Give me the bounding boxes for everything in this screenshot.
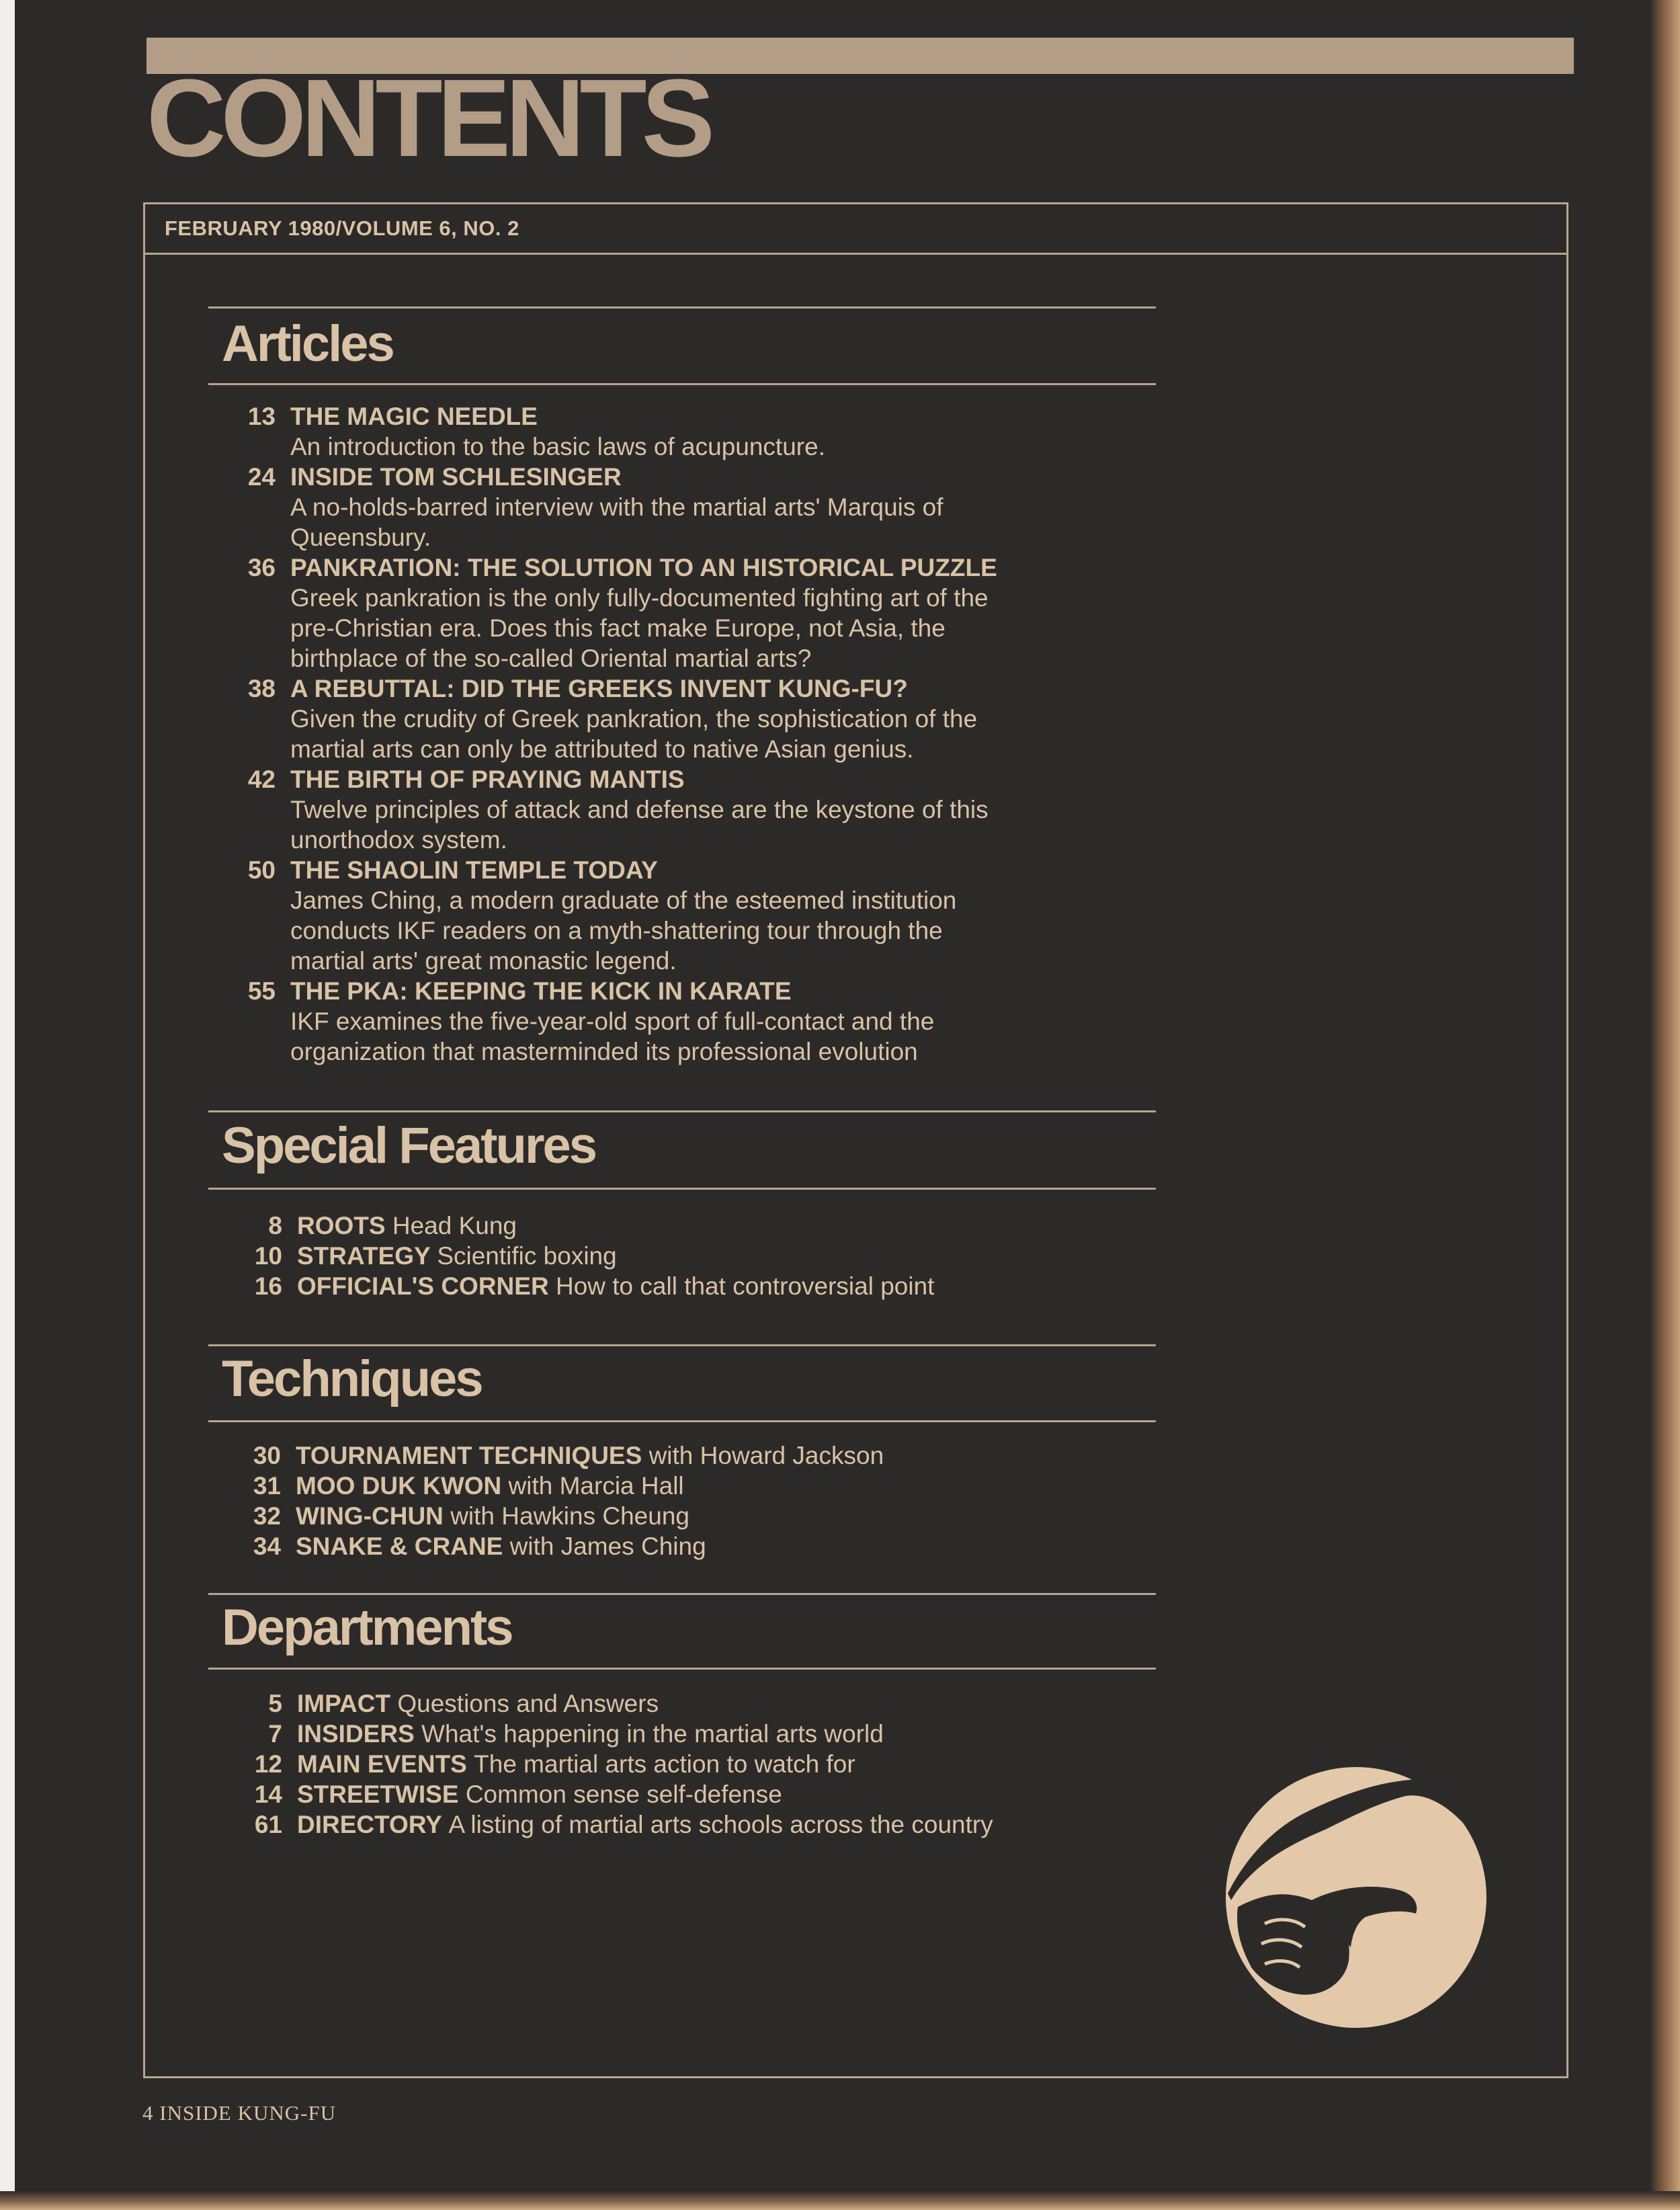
section-rule xyxy=(208,383,1156,385)
page-number: 61 xyxy=(254,1811,282,1838)
entry-title: ROOTS xyxy=(297,1212,386,1239)
entry-body xyxy=(276,855,1176,976)
page-number: 34 xyxy=(253,1532,281,1560)
entry-description-line: An introduction to the basic laws of acupuncture. xyxy=(290,433,825,460)
entry-description-line: martial arts can only be attributed to native Asian genius. xyxy=(290,735,914,763)
entry-body xyxy=(276,462,1176,552)
entry-title: DIRECTORY xyxy=(297,1811,442,1838)
contents-entry xyxy=(215,1241,1183,1271)
contents-entry xyxy=(208,462,1176,552)
entry-description-line: A no-holds-barred interview with the martial arts' Marquis of xyxy=(290,493,943,521)
section-rule xyxy=(208,1110,1156,1112)
departments-list xyxy=(215,1688,1183,1840)
entry-body xyxy=(281,1440,1181,1471)
page-number: 8 xyxy=(268,1212,282,1239)
section-rule xyxy=(208,306,1156,309)
page-number: 55 xyxy=(247,977,276,1005)
entry-description-line: Greek pankration is the only fully-documented fighting art of the xyxy=(290,584,989,612)
contents-entry xyxy=(214,1471,1181,1501)
entry-description: Common sense self-defense xyxy=(465,1781,782,1808)
entry-body xyxy=(282,1241,1183,1271)
section-rule xyxy=(208,1420,1156,1422)
section-title-departments: Departments xyxy=(222,1599,512,1656)
entry-title: IMPACT xyxy=(297,1690,391,1717)
entry-description: Head Kung xyxy=(392,1212,517,1239)
entry-body xyxy=(276,552,1176,673)
issue-info: FEBRUARY 1980/VOLUME 6, NO. 2 xyxy=(165,216,519,240)
contents-entry xyxy=(215,1809,1183,1840)
section-rule xyxy=(208,1188,1156,1190)
contents-entry xyxy=(215,1688,1183,1719)
entry-description: The martial arts action to watch for xyxy=(474,1750,855,1778)
entry-body xyxy=(281,1471,1181,1501)
entry-body xyxy=(282,1779,1183,1809)
entry-description-line: conducts IKF readers on a myth-shattering tour through the xyxy=(290,917,943,944)
contents-entry xyxy=(215,1719,1183,1749)
contents-entry xyxy=(214,1501,1181,1531)
entry-title: SNAKE & CRANE xyxy=(296,1532,503,1560)
issue-divider xyxy=(143,253,1568,255)
entry-description-line: Given the crudity of Greek pankration, the sophistication of the xyxy=(290,705,978,733)
entry-title: A REBUTTAL: DID THE GREEKS INVENT KUNG-FU? xyxy=(290,675,908,702)
page-number: 10 xyxy=(254,1242,282,1270)
contents-entry xyxy=(208,552,1176,673)
entry-description: with James Ching xyxy=(509,1532,706,1560)
page-number: 50 xyxy=(247,856,276,884)
entry-body xyxy=(276,764,1176,855)
entry-description: How to call that controversial point xyxy=(555,1272,935,1300)
entry-title: THE MAGIC NEEDLE xyxy=(290,403,538,430)
entry-description: Scientific boxing xyxy=(437,1242,617,1270)
entry-title: OFFICIAL'S CORNER xyxy=(297,1272,549,1300)
entry-description-line: pre-Christian era. Does this fact make Europe, not Asia, the xyxy=(290,614,946,642)
page-number: 32 xyxy=(253,1502,281,1530)
entry-body xyxy=(276,401,1176,462)
section-rule xyxy=(208,1668,1156,1670)
page-footer: 4 INSIDE KUNG-FU xyxy=(142,2101,337,2125)
page-bottom-edge xyxy=(0,2191,1680,2210)
entry-title: INSIDE TOM SCHLESINGER xyxy=(290,463,622,491)
entry-description-line: IKF examines the five-year-old sport of full-contact and the xyxy=(290,1008,935,1035)
page-number: 7 xyxy=(268,1720,282,1748)
section-rule xyxy=(208,1593,1156,1595)
fist-emblem-icon xyxy=(1224,1766,1488,2029)
page-number: 42 xyxy=(247,766,276,793)
entry-title: THE PKA: KEEPING THE KICK IN KARATE xyxy=(290,977,792,1005)
page-right-edge xyxy=(1650,0,1680,2210)
entry-body xyxy=(281,1501,1181,1531)
contents-entry xyxy=(215,1271,1183,1301)
entry-title: WING-CHUN xyxy=(296,1502,444,1530)
entry-description-line: martial arts' great monastic legend. xyxy=(290,947,677,975)
techniques-list xyxy=(214,1440,1181,1561)
entry-title: STREETWISE xyxy=(297,1781,459,1808)
page-number: 30 xyxy=(253,1442,281,1469)
entry-description: with Marcia Hall xyxy=(508,1472,684,1500)
articles-list xyxy=(208,401,1176,1067)
entry-body xyxy=(282,1719,1183,1749)
contents-entry xyxy=(214,1531,1181,1561)
contents-entry xyxy=(208,673,1176,764)
entry-description-line: birthplace of the so-called Oriental martial arts? xyxy=(290,645,812,672)
page-number: 16 xyxy=(254,1272,282,1300)
entry-body xyxy=(282,1271,1183,1301)
entry-body xyxy=(281,1531,1181,1561)
special-features-list xyxy=(215,1211,1183,1301)
page-number: 36 xyxy=(247,554,276,581)
page-number: 13 xyxy=(247,403,276,430)
entry-description: A listing of martial arts schools across the country xyxy=(448,1811,993,1838)
entry-body xyxy=(282,1211,1183,1241)
entry-description: with Howard Jackson xyxy=(648,1442,884,1469)
contents-entry xyxy=(208,764,1176,855)
entry-body xyxy=(276,976,1176,1067)
page-number: 12 xyxy=(254,1750,282,1778)
entry-description-line: James Ching, a modern graduate of the esteemed institution xyxy=(290,887,957,914)
section-rule xyxy=(208,1344,1156,1346)
section-title-special-features: Special Features xyxy=(222,1117,596,1174)
contents-entry xyxy=(215,1779,1183,1809)
entry-body xyxy=(282,1749,1183,1779)
entry-body xyxy=(276,673,1176,764)
entry-title: THE BIRTH OF PRAYING MANTIS xyxy=(290,766,685,793)
page-title: CONTENTS xyxy=(146,56,710,179)
contents-entry xyxy=(215,1749,1183,1779)
entry-title: STRATEGY xyxy=(297,1242,431,1270)
page-number: 24 xyxy=(247,463,276,491)
contents-entry xyxy=(208,855,1176,976)
entry-description-line: Twelve principles of attack and defense are the keystone of this xyxy=(290,796,989,823)
contents-entry xyxy=(214,1440,1181,1471)
section-title-articles: Articles xyxy=(222,315,393,372)
contents-entry xyxy=(215,1211,1183,1241)
entry-title: MOO DUK KWON xyxy=(296,1472,502,1500)
entry-body xyxy=(282,1809,1183,1840)
contents-entry xyxy=(208,976,1176,1067)
entry-title: TOURNAMENT TECHNIQUES xyxy=(296,1442,642,1469)
entry-title: INSIDERS xyxy=(297,1720,415,1748)
page-number: 14 xyxy=(254,1781,282,1808)
page-number: 5 xyxy=(268,1690,282,1717)
entry-description: What's happening in the martial arts world xyxy=(421,1720,884,1748)
entry-body xyxy=(282,1688,1183,1719)
page-left-edge xyxy=(0,0,15,2210)
section-title-techniques: Techniques xyxy=(222,1350,482,1407)
page-number: 38 xyxy=(247,675,276,702)
entry-description-line: organization that masterminded its professional evolution xyxy=(290,1038,918,1065)
entry-title: MAIN EVENTS xyxy=(297,1750,467,1778)
entry-title: THE SHAOLIN TEMPLE TODAY xyxy=(290,856,658,884)
contents-entry xyxy=(208,401,1176,462)
entry-description: Questions and Answers xyxy=(397,1690,659,1717)
page-number: 31 xyxy=(253,1472,281,1500)
entry-description-line: unorthodox system. xyxy=(290,826,507,854)
entry-title: PANKRATION: THE SOLUTION TO AN HISTORICAL PUZZLE xyxy=(290,554,997,581)
entry-description: with Hawkins Cheung xyxy=(450,1502,689,1530)
entry-description-line: Queensbury. xyxy=(290,524,431,551)
